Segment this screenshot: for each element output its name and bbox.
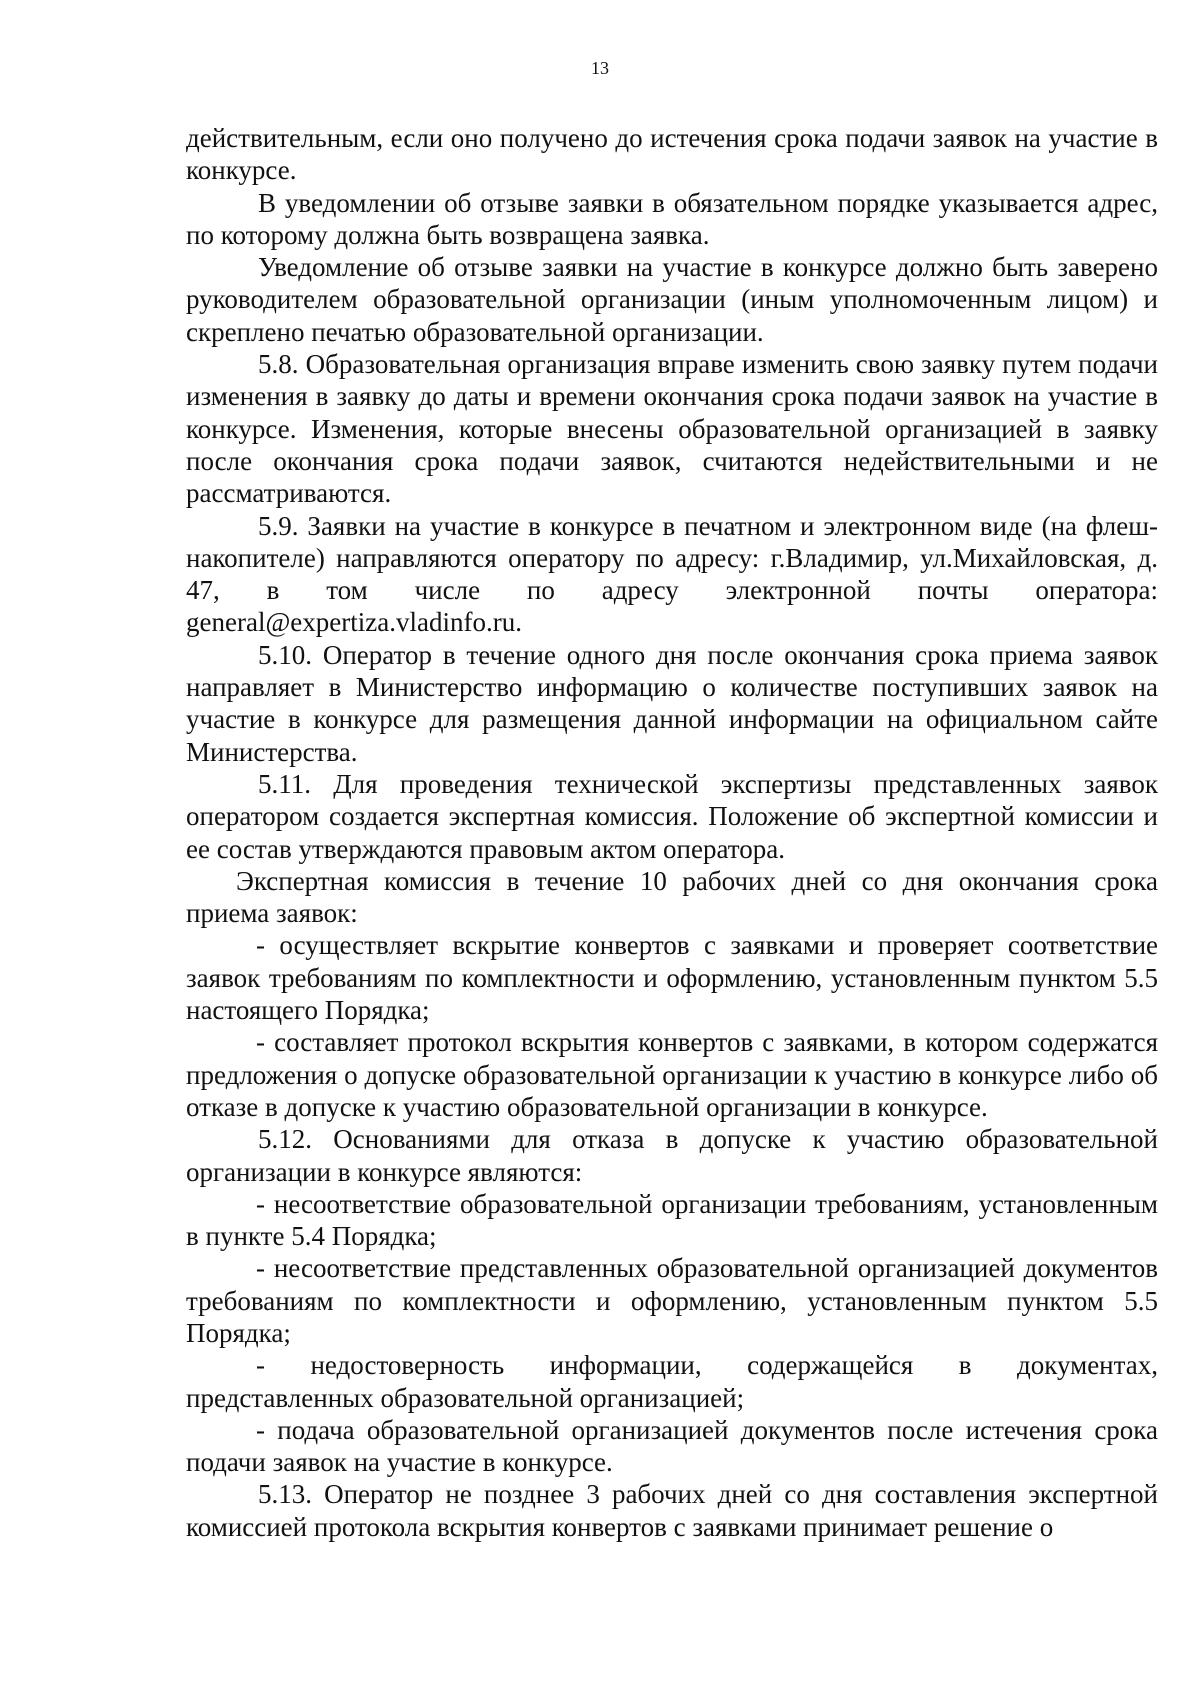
list-item-noncompliance-requirements: - несоответствие образовательной организации требованиям, установленным в пункте 5.4 Порядка; (186, 1188, 1158, 1252)
list-item-late-submission: - подача образовательной организацией документов после истечения срока подачи заявок на участие в конкурсе. (186, 1414, 1158, 1478)
list-item-protocol: - составляет протокол вскрытия конвертов с заявками, в котором содержатся предложения о допуске образовательной организации к участию в конкурсе либо об отказе в допуске к участию образовательной организации в конкурсе. (186, 1027, 1158, 1122)
paragraph-continuation: действительным, если оно получено до истечения срока подачи заявок на участие в конкурсе. (186, 123, 1158, 186)
paragraph-5-12: 5.12. Основаниями для отказа в допуске к участию образовательной организации в конкурсе являются: (186, 1124, 1158, 1187)
paragraph-5-9: 5.9. Заявки на участие в конкурсе в печатном и электронном виде (на флеш-накопителе) направляются оператору по адресу: г.Владимир, ул.Михайловская, д. 47, в том числе по адресу электронной почты оператора: general@expertiza.vladinfo.ru. (186, 510, 1158, 638)
paragraph-5-13: 5.13. Оператор не позднее 3 рабочих дней со дня составления экспертной комиссией протокола вскрытия конвертов с заявками принимает решение о (186, 1479, 1158, 1542)
document-body (186, 122, 1158, 1543)
list-item-noncompliance-documents: - несоответствие представленных образовательной организацией документов требованиям по комплектности и оформлению, установленным пунктом 5.5 Порядка; (186, 1253, 1158, 1348)
paragraph-5-8: 5.8. Образовательная организация вправе изменить свою заявку путем подачи изменения в заявку до даты и времени окончания срока подачи заявок на участие в конкурсе. Изменения, которые внесены образовательной организацией в заявку после окончания срока подачи заявок, считаются недействительными и не рассматриваются. (186, 349, 1158, 509)
paragraph-withdrawal-notice-address: В уведомлении об отзыве заявки в обязательном порядке указывается адрес, по которому должна быть возвращена заявка. (186, 187, 1158, 250)
list-item-opening-envelopes: - осуществляет вскрытие конвертов с заявками и проверяет соответствие заявок требованиям по комплектности и оформлению, установленным пунктом 5.5 настоящего Порядка; (186, 930, 1158, 1026)
paragraph-5-10: 5.10. Оператор в течение одного дня после окончания срока приема заявок направляет в Министерство информацию о количестве поступивших заявок на участие в конкурсе для размещения данной информации на официальном сайте Министерства. (186, 639, 1158, 767)
paragraph-withdrawal-notice-certification: Уведомление об отзыве заявки на участие в конкурсе должно быть заверено руководителем образовательной организации (иным уполномоченным лицом) и скреплено печатью образовательной организации. (186, 252, 1158, 347)
paragraph-5-11: 5.11. Для проведения технической экспертизы представленных заявок оператором создается экспертная комиссия. Положение об экспертной комиссии и ее состав утверждаются правовым актом оператора. (186, 768, 1158, 864)
paragraph-expert-commission: Экспертная комиссия в течение 10 рабочих дней со дня окончания срока приема заявок: (186, 865, 1158, 929)
list-item-unreliable-information: - недостоверность информации, содержащейся в документах, представленных образовательной организацией; (186, 1350, 1158, 1413)
page-number: 13 (591, 58, 609, 78)
